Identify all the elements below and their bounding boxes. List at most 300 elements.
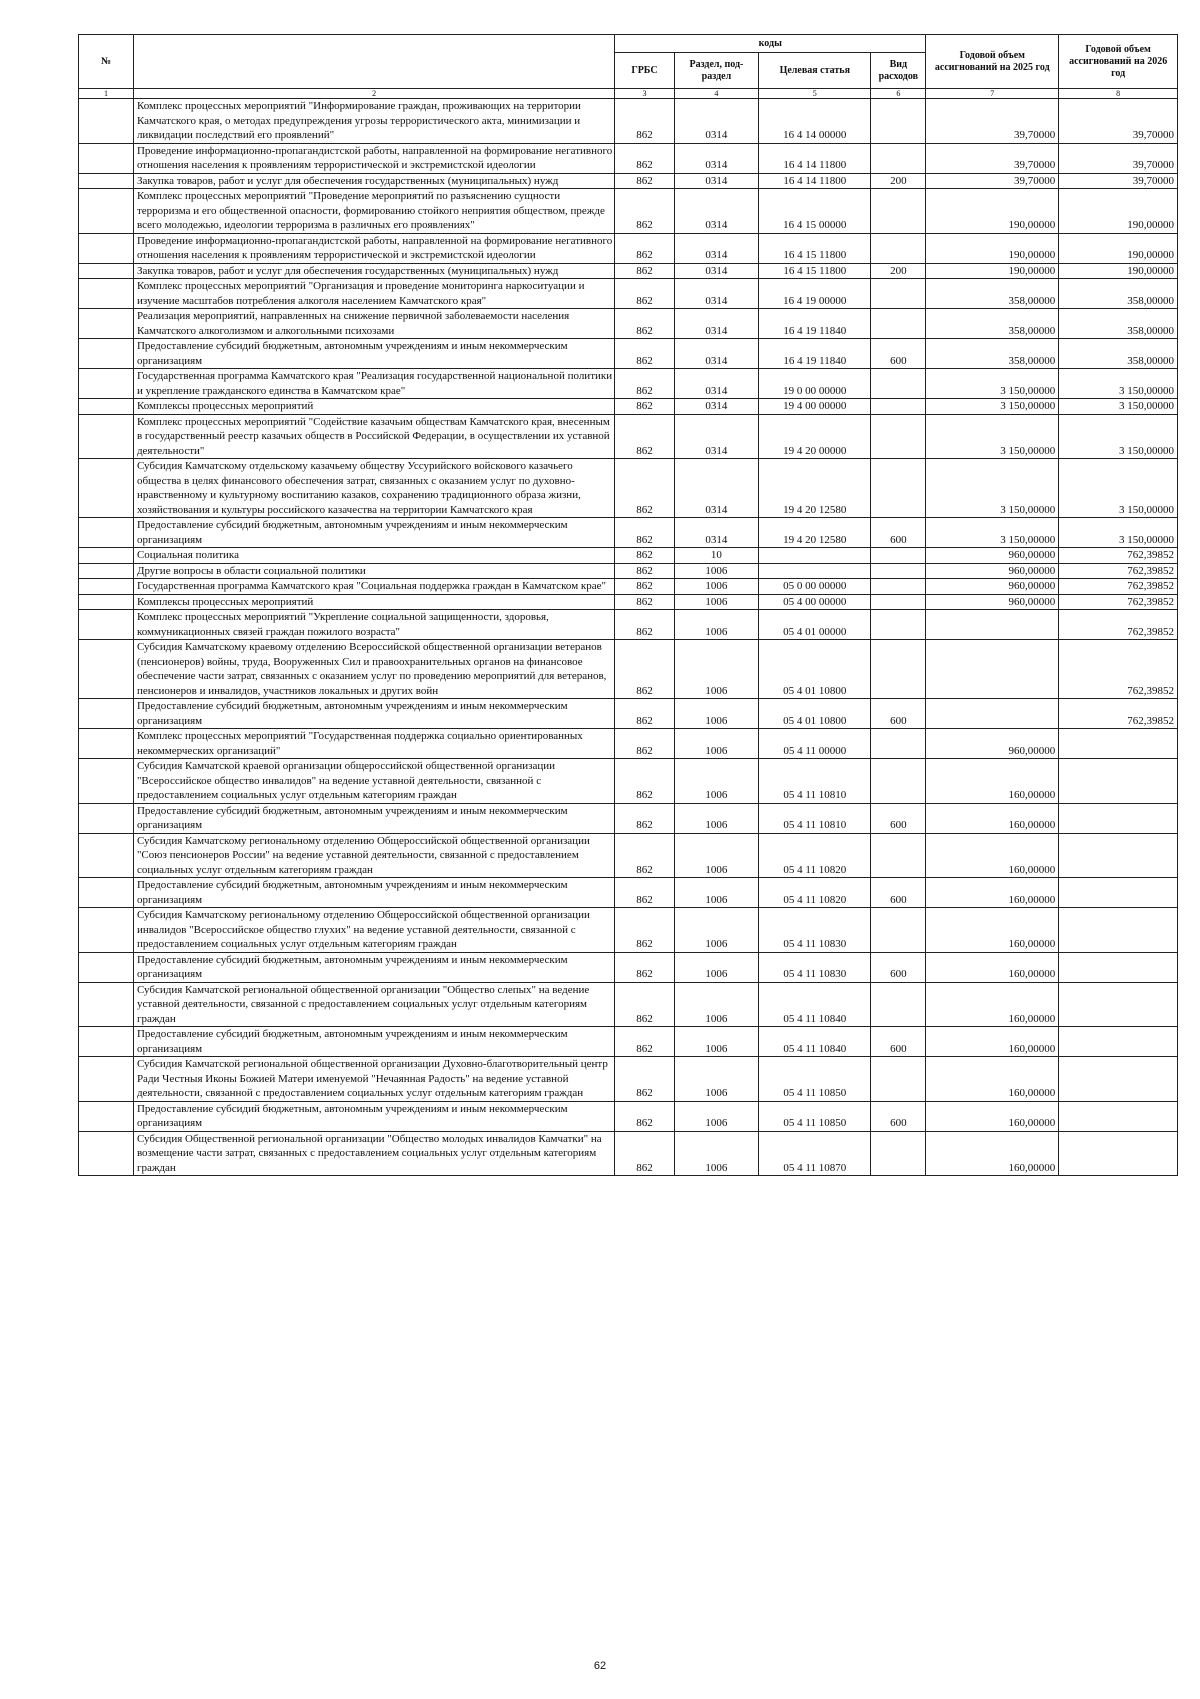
cell-grbs: 862 [615, 563, 674, 579]
cell-name: Предоставление субсидий бюджетным, автономным учреждениям и иным некоммерческим организациям [133, 878, 614, 908]
cell-number [79, 233, 134, 263]
cell-grbs: 862 [615, 878, 674, 908]
cell-volume-2026 [1059, 1131, 1178, 1176]
cell-grbs: 862 [615, 173, 674, 189]
table-row [79, 908, 1178, 953]
cell-section: 1006 [674, 1131, 759, 1176]
cell-target-article: 16 4 19 11840 [759, 309, 871, 339]
cell-target-article: 05 4 11 10810 [759, 803, 871, 833]
cell-volume-2026 [1059, 908, 1178, 953]
table-row [79, 1131, 1178, 1176]
cell-volume-2025: 39,70000 [926, 173, 1059, 189]
cell-name: Социальная политика [133, 548, 614, 564]
cell-number [79, 189, 134, 234]
column-index: 6 [871, 89, 926, 99]
cell-number [79, 803, 134, 833]
cell-volume-2026: 190,00000 [1059, 233, 1178, 263]
cell-volume-2026: 3 150,00000 [1059, 399, 1178, 415]
cell-volume-2025: 3 150,00000 [926, 518, 1059, 548]
cell-name: Комплекс процессных мероприятий "Государственная поддержка социально ориентированных некоммерческих организаций" [133, 729, 614, 759]
cell-volume-2026 [1059, 982, 1178, 1027]
cell-section: 0314 [674, 309, 759, 339]
cell-grbs: 862 [615, 518, 674, 548]
cell-volume-2026 [1059, 759, 1178, 804]
cell-number [79, 908, 134, 953]
cell-name: Предоставление субсидий бюджетным, автономным учреждениям и иным некоммерческим организациям [133, 699, 614, 729]
cell-volume-2025: 190,00000 [926, 233, 1059, 263]
cell-volume-2025: 160,00000 [926, 982, 1059, 1027]
cell-volume-2026 [1059, 878, 1178, 908]
cell-section: 1006 [674, 563, 759, 579]
cell-expense-type [871, 833, 926, 878]
cell-volume-2025: 358,00000 [926, 339, 1059, 369]
header-grbs: ГРБС [615, 53, 674, 89]
cell-grbs: 862 [615, 414, 674, 459]
table-row [79, 982, 1178, 1027]
cell-grbs: 862 [615, 699, 674, 729]
cell-name: Комплекс процессных мероприятий "Организация и проведение мониторинга наркоситуации и изучение масштабов потребления алкоголя населением Камчатского края" [133, 279, 614, 309]
cell-volume-2025: 160,00000 [926, 1101, 1059, 1131]
cell-volume-2025: 358,00000 [926, 309, 1059, 339]
cell-name: Закупка товаров, работ и услуг для обеспечения государственных (муниципальных) нужд [133, 263, 614, 279]
cell-name: Реализация мероприятий, направленных на снижение первичной заболеваемости населения Камчатского алкоголизмом и алкогольными психозами [133, 309, 614, 339]
cell-section: 1006 [674, 1101, 759, 1131]
cell-target-article: 19 4 20 12580 [759, 518, 871, 548]
cell-number [79, 279, 134, 309]
column-index: 5 [759, 89, 871, 99]
cell-volume-2025 [926, 699, 1059, 729]
cell-name: Предоставление субсидий бюджетным, автономным учреждениям и иным некоммерческим организациям [133, 1027, 614, 1057]
table-row [79, 1101, 1178, 1131]
cell-volume-2025: 160,00000 [926, 1027, 1059, 1057]
cell-volume-2025: 160,00000 [926, 952, 1059, 982]
cell-expense-type [871, 369, 926, 399]
cell-expense-type [871, 594, 926, 610]
table-row [79, 833, 1178, 878]
cell-target-article: 05 4 11 10820 [759, 878, 871, 908]
cell-section: 1006 [674, 640, 759, 699]
cell-grbs: 862 [615, 1027, 674, 1057]
cell-section: 1006 [674, 729, 759, 759]
cell-name: Субсидия Камчатской региональной общественной организации Духовно-благотворительный центр Ради Честныя Иконы Божией Матери именуемой "Нечаянная Радость" на ведение уставной деятельности, связанной с предоставлением социальных услуг отдельным категориям граждан [133, 1057, 614, 1102]
cell-volume-2025: 160,00000 [926, 833, 1059, 878]
cell-target-article: 05 0 00 00000 [759, 579, 871, 595]
cell-volume-2026: 3 150,00000 [1059, 518, 1178, 548]
cell-section: 1006 [674, 803, 759, 833]
cell-grbs: 862 [615, 803, 674, 833]
cell-volume-2026: 762,39852 [1059, 640, 1178, 699]
cell-volume-2026: 358,00000 [1059, 309, 1178, 339]
cell-expense-type: 200 [871, 263, 926, 279]
cell-number [79, 99, 134, 144]
cell-section: 0314 [674, 233, 759, 263]
cell-volume-2025: 39,70000 [926, 99, 1059, 144]
cell-grbs: 862 [615, 548, 674, 564]
cell-expense-type [871, 729, 926, 759]
cell-volume-2025: 960,00000 [926, 563, 1059, 579]
cell-section: 1006 [674, 579, 759, 595]
cell-number [79, 952, 134, 982]
column-index: 4 [674, 89, 759, 99]
cell-grbs: 862 [615, 309, 674, 339]
table-row [79, 309, 1178, 339]
cell-section: 1006 [674, 952, 759, 982]
cell-number [79, 143, 134, 173]
cell-section: 1006 [674, 594, 759, 610]
column-index: 2 [133, 89, 614, 99]
cell-number [79, 399, 134, 415]
cell-volume-2026: 762,39852 [1059, 579, 1178, 595]
header-expense-type: Вид расходов [871, 53, 926, 89]
cell-section: 1006 [674, 699, 759, 729]
cell-expense-type [871, 459, 926, 518]
cell-volume-2026 [1059, 803, 1178, 833]
cell-grbs: 862 [615, 143, 674, 173]
cell-volume-2025: 160,00000 [926, 1057, 1059, 1102]
cell-number [79, 1027, 134, 1057]
cell-expense-type [871, 579, 926, 595]
cell-volume-2026: 39,70000 [1059, 143, 1178, 173]
cell-name: Субсидия Камчатской региональной общественной организации "Общество слепых" на ведение уставной деятельности, связанной с предоставлением социальных услуг отдельным категориям граждан [133, 982, 614, 1027]
cell-volume-2025: 160,00000 [926, 878, 1059, 908]
cell-target-article: 16 4 19 00000 [759, 279, 871, 309]
cell-section: 0314 [674, 263, 759, 279]
cell-name: Субсидия Общественной региональной организации "Общество молодых инвалидов Камчатки" на возмещение части затрат, связанных с предоставлением социальных услуг отдельным категориям граждан [133, 1131, 614, 1176]
cell-target-article: 16 4 15 11800 [759, 263, 871, 279]
budget-table [78, 34, 1178, 1176]
cell-grbs: 862 [615, 459, 674, 518]
cell-volume-2025: 3 150,00000 [926, 369, 1059, 399]
column-index: 8 [1059, 89, 1178, 99]
cell-target-article: 16 4 19 11840 [759, 339, 871, 369]
cell-grbs: 862 [615, 1131, 674, 1176]
cell-expense-type [871, 982, 926, 1027]
table-row [79, 610, 1178, 640]
cell-target-article: 19 4 20 00000 [759, 414, 871, 459]
cell-target-article: 05 4 11 10840 [759, 982, 871, 1027]
cell-name: Комплексы процессных мероприятий [133, 399, 614, 415]
cell-number [79, 369, 134, 399]
cell-expense-type [871, 99, 926, 144]
cell-number [79, 1101, 134, 1131]
cell-volume-2025: 160,00000 [926, 908, 1059, 953]
cell-target-article: 19 4 00 00000 [759, 399, 871, 415]
cell-number [79, 759, 134, 804]
header-codes: коды [615, 35, 926, 53]
table-body [79, 99, 1178, 1176]
cell-target-article: 05 4 11 10850 [759, 1057, 871, 1102]
cell-target-article: 05 4 11 10830 [759, 908, 871, 953]
cell-volume-2026: 762,39852 [1059, 594, 1178, 610]
cell-expense-type [871, 189, 926, 234]
cell-section: 0314 [674, 143, 759, 173]
table-row [79, 279, 1178, 309]
table-row [79, 189, 1178, 234]
cell-grbs: 862 [615, 952, 674, 982]
cell-section: 0314 [674, 279, 759, 309]
cell-section: 1006 [674, 610, 759, 640]
table-row [79, 594, 1178, 610]
cell-volume-2026 [1059, 1057, 1178, 1102]
table-row [79, 563, 1178, 579]
cell-section: 0314 [674, 459, 759, 518]
cell-grbs: 862 [615, 759, 674, 804]
header-target-article: Целевая статья [759, 53, 871, 89]
cell-name: Государственная программа Камчатского края "Социальная поддержка граждан в Камчатском крае" [133, 579, 614, 595]
table-row [79, 548, 1178, 564]
cell-expense-type: 600 [871, 803, 926, 833]
cell-number [79, 878, 134, 908]
cell-expense-type: 600 [871, 1101, 926, 1131]
cell-name: Субсидия Камчатскому краевому отделению Всероссийской общественной организации ветеранов (пенсионеров) войны, труда, Вооруженных Сил и правоохранительных органов на финансовое обеспечение части затрат, связанных с оказанием услуг по проведению мероприятий для ветеранов, пенсионеров и инвалидов, участников локальных и других войн [133, 640, 614, 699]
cell-name: Комплекс процессных мероприятий "Содействие казачьим обществам Камчатского края, внесенным в государственный реестр казачьих обществ в Российской Федерации, в осуществлении их уставной деятельности" [133, 414, 614, 459]
cell-grbs: 862 [615, 640, 674, 699]
cell-volume-2025: 358,00000 [926, 279, 1059, 309]
header-name [133, 35, 614, 89]
cell-target-article: 16 4 15 00000 [759, 189, 871, 234]
cell-grbs: 862 [615, 982, 674, 1027]
cell-volume-2026: 762,39852 [1059, 610, 1178, 640]
cell-volume-2025: 960,00000 [926, 579, 1059, 595]
table-row [79, 518, 1178, 548]
cell-number [79, 414, 134, 459]
cell-target-article: 19 0 00 00000 [759, 369, 871, 399]
cell-volume-2025 [926, 610, 1059, 640]
cell-target-article: 16 4 15 11800 [759, 233, 871, 263]
cell-expense-type [871, 640, 926, 699]
cell-volume-2026 [1059, 952, 1178, 982]
cell-grbs: 862 [615, 263, 674, 279]
cell-expense-type: 600 [871, 699, 926, 729]
cell-expense-type [871, 548, 926, 564]
table-row [79, 729, 1178, 759]
cell-section: 0314 [674, 399, 759, 415]
cell-volume-2026: 39,70000 [1059, 173, 1178, 189]
cell-target-article: 05 4 01 10800 [759, 640, 871, 699]
cell-section: 1006 [674, 1057, 759, 1102]
cell-volume-2025: 190,00000 [926, 189, 1059, 234]
cell-name: Субсидия Камчатскому региональному отделению Общероссийской общественной организации "Союз пенсионеров России" на ведение уставной деятельности, связанной с предоставлением социальных услуг отдельным категориям граждан [133, 833, 614, 878]
cell-target-article [759, 548, 871, 564]
cell-expense-type [871, 143, 926, 173]
cell-number [79, 833, 134, 878]
cell-number [79, 729, 134, 759]
cell-section: 0314 [674, 189, 759, 234]
cell-name: Комплекс процессных мероприятий "Проведение мероприятий по разъяснению сущности терроризма и его общественной опасности, формированию стойкого неприятия обществом, прежде всего молодежью, идеологии терроризма в различных его проявлениях" [133, 189, 614, 234]
cell-expense-type [871, 610, 926, 640]
cell-number [79, 563, 134, 579]
cell-section: 1006 [674, 908, 759, 953]
cell-grbs: 862 [615, 233, 674, 263]
table-row [79, 952, 1178, 982]
cell-number [79, 548, 134, 564]
cell-target-article: 05 4 11 00000 [759, 729, 871, 759]
cell-expense-type [871, 908, 926, 953]
cell-expense-type [871, 563, 926, 579]
cell-expense-type [871, 233, 926, 263]
cell-number [79, 263, 134, 279]
cell-grbs: 862 [615, 279, 674, 309]
cell-volume-2025: 39,70000 [926, 143, 1059, 173]
header-number: № [79, 35, 134, 89]
cell-name: Комплекс процессных мероприятий "Информирование граждан, проживающих на территории Камчатского края, о методах предупреждения угрозы террористического акта, минимизации и ликвидации последствий его проявлений" [133, 99, 614, 144]
cell-target-article: 05 4 01 10800 [759, 699, 871, 729]
cell-target-article: 05 4 11 10870 [759, 1131, 871, 1176]
cell-volume-2026: 3 150,00000 [1059, 459, 1178, 518]
cell-expense-type: 600 [871, 518, 926, 548]
cell-section: 1006 [674, 759, 759, 804]
cell-grbs: 862 [615, 189, 674, 234]
cell-grbs: 862 [615, 579, 674, 595]
cell-target-article: 05 4 11 10810 [759, 759, 871, 804]
cell-volume-2025: 3 150,00000 [926, 414, 1059, 459]
cell-section: 1006 [674, 833, 759, 878]
table-row [79, 1027, 1178, 1057]
cell-volume-2025: 160,00000 [926, 803, 1059, 833]
cell-section: 0314 [674, 518, 759, 548]
cell-volume-2026 [1059, 833, 1178, 878]
cell-volume-2026: 190,00000 [1059, 189, 1178, 234]
cell-target-article: 05 4 11 10820 [759, 833, 871, 878]
cell-volume-2025: 3 150,00000 [926, 399, 1059, 415]
cell-grbs: 862 [615, 594, 674, 610]
cell-name: Проведение информационно-пропагандистской работы, направленной на формирование негативного отношения населения к проявлениям террористической и экстремистской идеологии [133, 143, 614, 173]
cell-grbs: 862 [615, 729, 674, 759]
cell-volume-2025: 160,00000 [926, 1131, 1059, 1176]
cell-number [79, 309, 134, 339]
cell-section: 0314 [674, 99, 759, 144]
table-row [79, 263, 1178, 279]
cell-number [79, 699, 134, 729]
cell-name: Проведение информационно-пропагандистской работы, направленной на формирование негативного отношения населения к проявлениям террористической и экстремистской идеологии [133, 233, 614, 263]
cell-target-article [759, 563, 871, 579]
cell-target-article: 05 4 11 10850 [759, 1101, 871, 1131]
cell-volume-2026: 358,00000 [1059, 279, 1178, 309]
column-index: 1 [79, 89, 134, 99]
cell-expense-type [871, 1057, 926, 1102]
cell-volume-2026: 762,39852 [1059, 548, 1178, 564]
cell-section: 1006 [674, 982, 759, 1027]
cell-grbs: 862 [615, 833, 674, 878]
cell-name: Комплексы процессных мероприятий [133, 594, 614, 610]
cell-expense-type [871, 1131, 926, 1176]
cell-volume-2026 [1059, 729, 1178, 759]
cell-section: 10 [674, 548, 759, 564]
cell-number [79, 640, 134, 699]
cell-name: Закупка товаров, работ и услуг для обеспечения государственных (муниципальных) нужд [133, 173, 614, 189]
cell-number [79, 1057, 134, 1102]
table-row [79, 399, 1178, 415]
table-row [79, 173, 1178, 189]
cell-expense-type [871, 759, 926, 804]
cell-target-article: 05 4 01 00000 [759, 610, 871, 640]
cell-number [79, 610, 134, 640]
cell-volume-2025: 160,00000 [926, 759, 1059, 804]
cell-grbs: 862 [615, 908, 674, 953]
cell-target-article: 05 4 11 10830 [759, 952, 871, 982]
cell-name: Субсидия Камчатскому отдельскому казачьему обществу Уссурийского войскового казачьего общества в целях финансового обеспечения затрат, связанных с оказанием услуг по духовно-нравственному и культурному воспитанию казаков, сохранению традиционного образа жизни, хозяйствования и культуры российского казачества на территории Камчатского края [133, 459, 614, 518]
table-row [79, 759, 1178, 804]
cell-grbs: 862 [615, 99, 674, 144]
cell-number [79, 982, 134, 1027]
cell-number [79, 339, 134, 369]
cell-name: Субсидия Камчатской краевой организации общероссийской общественной организации "Всероссийское общество инвалидов" на ведение уставной деятельности, связанной с предоставлением социальных услуг отдельным категориям граждан [133, 759, 614, 804]
column-index: 3 [615, 89, 674, 99]
cell-volume-2025: 960,00000 [926, 594, 1059, 610]
cell-section: 0314 [674, 173, 759, 189]
cell-volume-2025: 3 150,00000 [926, 459, 1059, 518]
cell-expense-type [871, 414, 926, 459]
cell-grbs: 862 [615, 610, 674, 640]
cell-expense-type: 600 [871, 952, 926, 982]
cell-name: Предоставление субсидий бюджетным, автономным учреждениям и иным некоммерческим организациям [133, 1101, 614, 1131]
cell-expense-type: 600 [871, 878, 926, 908]
table-row [79, 579, 1178, 595]
header-volume-2025: Годовой объем ассигнований на 2025 год [926, 35, 1059, 89]
cell-name: Предоставление субсидий бюджетным, автономным учреждениям и иным некоммерческим организациям [133, 518, 614, 548]
cell-number [79, 579, 134, 595]
cell-name: Другие вопросы в области социальной политики [133, 563, 614, 579]
cell-expense-type [871, 309, 926, 339]
cell-number [79, 173, 134, 189]
cell-volume-2025 [926, 640, 1059, 699]
cell-name: Государственная программа Камчатского края "Реализация государственной национальной политики и укрепление гражданского единства в Камчатском крае" [133, 369, 614, 399]
cell-expense-type [871, 399, 926, 415]
table-row [79, 699, 1178, 729]
cell-name: Субсидия Камчатскому региональному отделению Общероссийской общественной организации инвалидов "Всероссийское общество глухих" на ведение уставной деятельности, связанной с предоставлением социальных услуг отдельным категориям граждан [133, 908, 614, 953]
column-index: 7 [926, 89, 1059, 99]
table-row [79, 1057, 1178, 1102]
cell-section: 0314 [674, 369, 759, 399]
table-row [79, 414, 1178, 459]
cell-number [79, 594, 134, 610]
cell-expense-type: 600 [871, 1027, 926, 1057]
cell-volume-2026: 762,39852 [1059, 563, 1178, 579]
cell-volume-2025: 960,00000 [926, 729, 1059, 759]
cell-target-article: 16 4 14 00000 [759, 99, 871, 144]
cell-expense-type [871, 279, 926, 309]
cell-grbs: 862 [615, 399, 674, 415]
cell-volume-2026: 358,00000 [1059, 339, 1178, 369]
cell-volume-2025: 190,00000 [926, 263, 1059, 279]
table-row [79, 640, 1178, 699]
table-row [79, 803, 1178, 833]
cell-target-article: 05 4 11 10840 [759, 1027, 871, 1057]
cell-volume-2025: 960,00000 [926, 548, 1059, 564]
page-number: 62 [593, 1660, 607, 1672]
table-row [79, 233, 1178, 263]
table-row [79, 878, 1178, 908]
cell-expense-type: 600 [871, 339, 926, 369]
cell-section: 0314 [674, 339, 759, 369]
budget-table-sheet [78, 34, 1178, 1176]
cell-target-article: 19 4 20 12580 [759, 459, 871, 518]
cell-target-article: 16 4 14 11800 [759, 143, 871, 173]
cell-number [79, 518, 134, 548]
table-row [79, 99, 1178, 144]
column-index-row [79, 89, 1178, 99]
cell-volume-2026 [1059, 1101, 1178, 1131]
cell-expense-type: 200 [871, 173, 926, 189]
cell-grbs: 862 [615, 369, 674, 399]
cell-section: 1006 [674, 1027, 759, 1057]
cell-number [79, 1131, 134, 1176]
cell-target-article: 05 4 00 00000 [759, 594, 871, 610]
cell-section: 0314 [674, 414, 759, 459]
cell-grbs: 862 [615, 1101, 674, 1131]
cell-volume-2026: 762,39852 [1059, 699, 1178, 729]
cell-section: 1006 [674, 878, 759, 908]
